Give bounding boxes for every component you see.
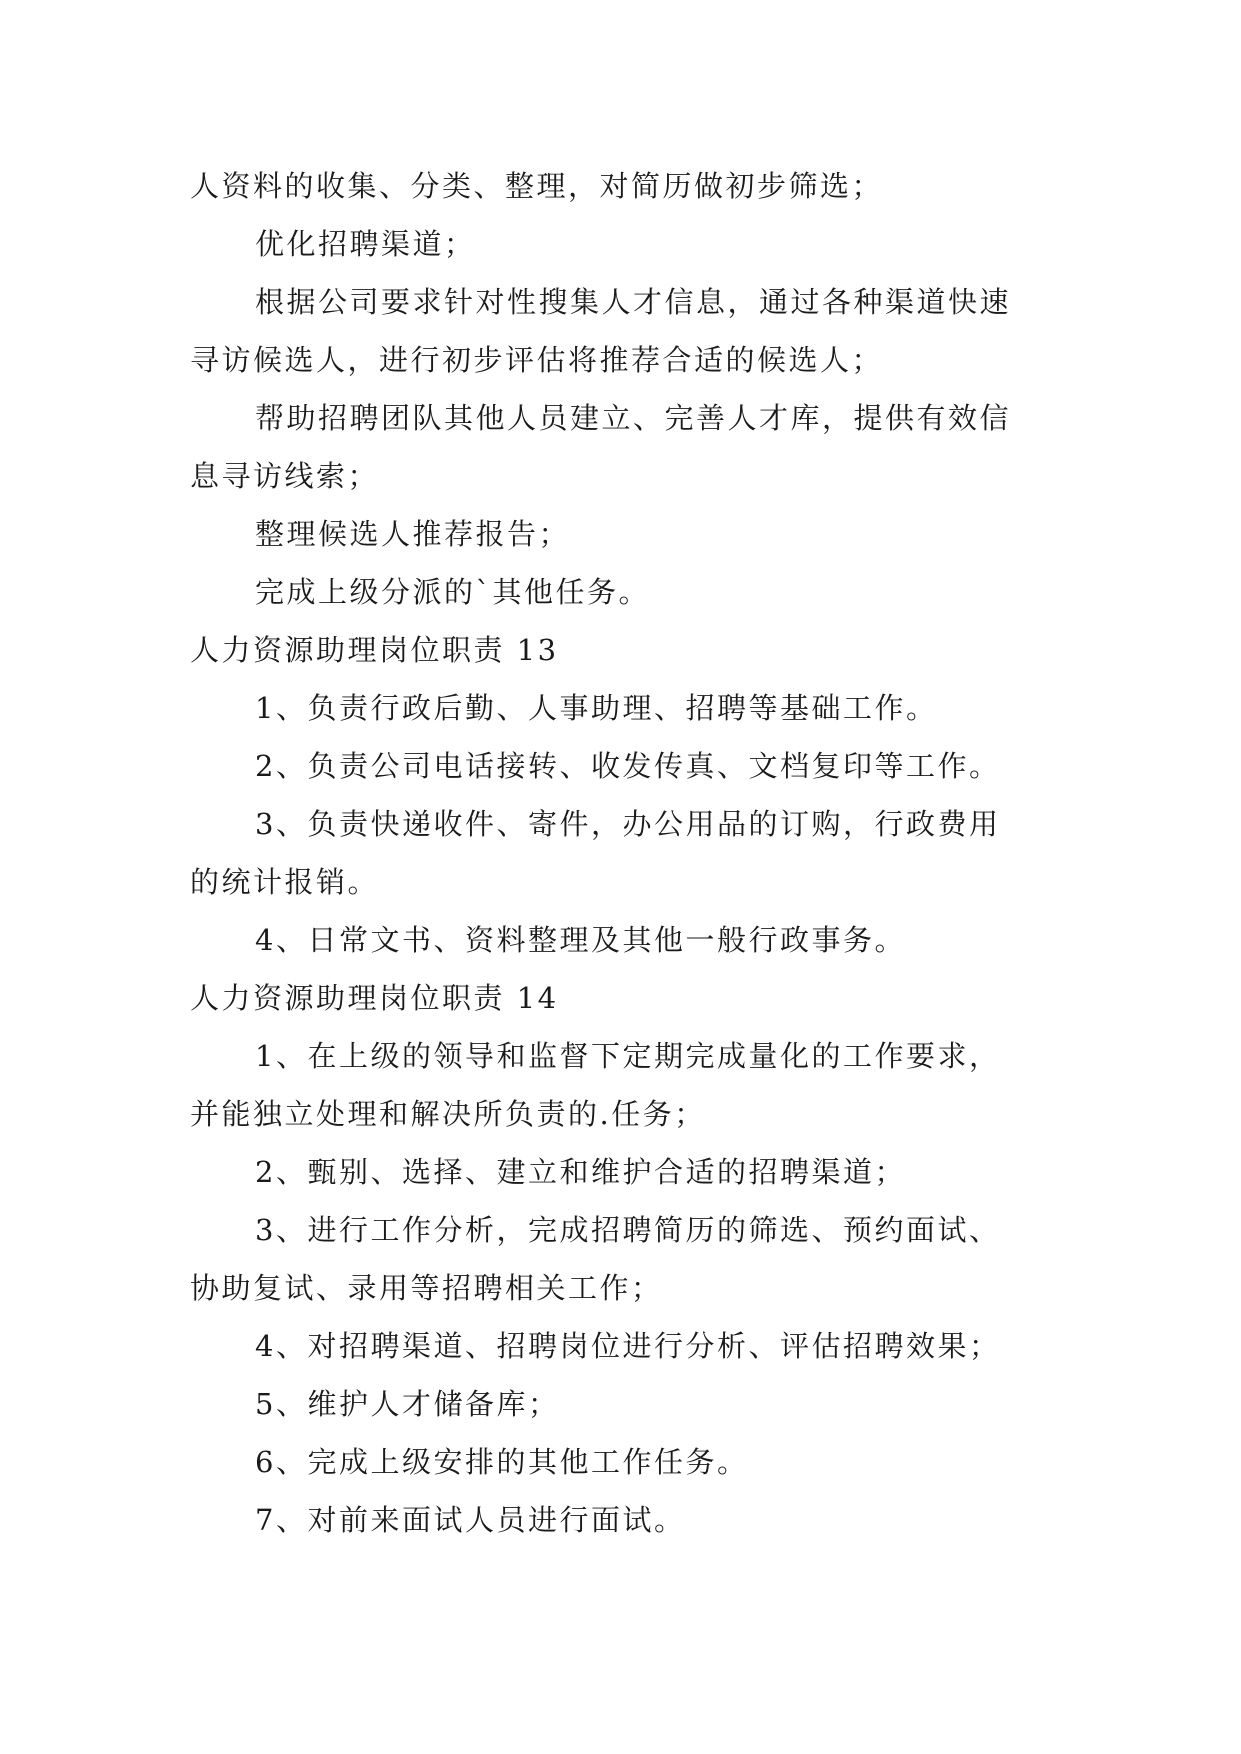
section-heading: 人力资源助理岗位职责 13 [190, 633, 559, 667]
text-line: 4、对招聘渠道、招聘岗位进行分析、评估招聘效果； [255, 1329, 1001, 1363]
text-line: 2、甄别、选择、建立和维护合适的招聘渠道； [255, 1155, 906, 1189]
text-line: 完成上级分派的`其他任务。 [255, 575, 651, 609]
text-line: 息寻访线索； [190, 459, 380, 493]
text-line: 2、负责公司电话接转、收发传真、文档复印等工作。 [255, 749, 1001, 783]
text-line: 优化招聘渠道； [255, 227, 476, 261]
text-line: 帮助招聘团队其他人员建立、完善人才库，提供有效信 [255, 401, 1012, 435]
text-line: 5、维护人才储备库； [255, 1387, 560, 1421]
text-line: 并能独立处理和解决所负责的.任务； [190, 1097, 706, 1131]
section-heading: 人力资源助理岗位职责 14 [190, 981, 559, 1015]
text-line: 1、负责行政后勤、人事助理、招聘等基础工作。 [255, 691, 938, 725]
text-line: 7、对前来面试人员进行面试。 [255, 1503, 686, 1537]
text-line: 协助复试、录用等招聘相关工作； [190, 1271, 663, 1305]
text-line: 3、负责快递收件、寄件，办公用品的订购，行政费用 [255, 807, 1001, 841]
text-line: 4、日常文书、资料整理及其他一般行政事务。 [255, 923, 906, 957]
text-line: 根据公司要求针对性搜集人才信息，通过各种渠道快速 [255, 285, 1012, 319]
text-line: 寻访候选人，进行初步评估将推荐合适的候选人； [190, 343, 884, 377]
text-line: 整理候选人推荐报告； [255, 517, 571, 551]
text-line: 3、进行工作分析，完成招聘简历的筛选、预约面试、 [255, 1213, 1001, 1247]
text-line: 6、完成上级安排的其他工作任务。 [255, 1445, 749, 1479]
text-line: 的统计报销。 [190, 865, 380, 899]
text-line: 1、在上级的领导和监督下定期完成量化的工作要求， [255, 1039, 1001, 1073]
text-line: 人资料的收集、分类、整理，对简历做初步筛选； [190, 169, 884, 203]
